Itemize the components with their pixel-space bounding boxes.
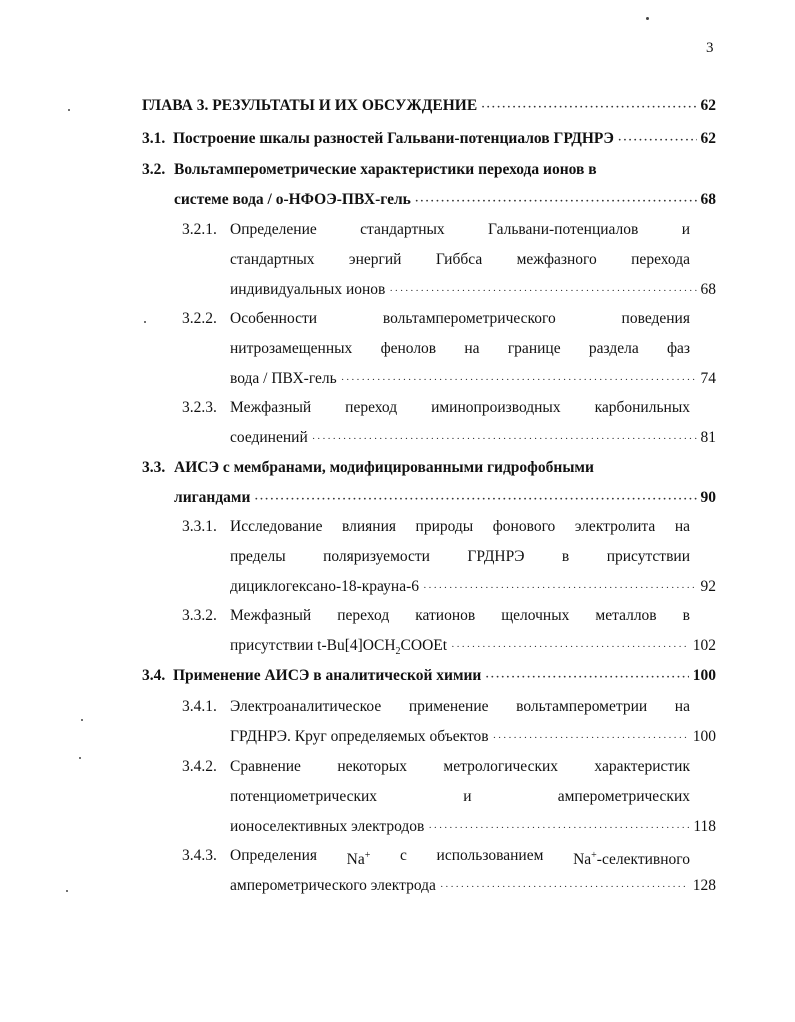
toc-subsection-3-2-1[interactable] xyxy=(182,215,716,305)
word: энергий xyxy=(348,251,402,268)
word: применение xyxy=(408,698,489,715)
formula-suffix: COOEt xyxy=(400,637,448,654)
subsection-page: 92 xyxy=(700,578,716,595)
scan-speck xyxy=(68,109,70,111)
word: потенциометрических xyxy=(230,788,378,805)
word: на xyxy=(674,518,690,535)
subsection-page: 102 xyxy=(692,637,716,654)
toc-subsection-3-2-3[interactable] xyxy=(182,393,716,453)
scan-speck xyxy=(646,17,649,20)
word: фонового xyxy=(492,518,556,535)
subsection-number: 3.4.3. xyxy=(182,847,217,864)
dot-leader xyxy=(415,186,697,216)
word: метрологических xyxy=(443,758,559,775)
toc-subsection-3-4-3[interactable] xyxy=(182,841,716,901)
toc-subsection-3-4-2[interactable] xyxy=(182,752,716,842)
dot-leader xyxy=(440,872,689,902)
word: некоторых xyxy=(337,758,408,775)
word: присутствии xyxy=(606,548,690,565)
word: Исследование xyxy=(230,518,323,535)
word: Определение xyxy=(230,221,317,238)
toc-section-3-1[interactable] xyxy=(142,124,716,154)
word: раздела xyxy=(588,340,639,357)
word: Na xyxy=(573,851,592,869)
subsection-page: 74 xyxy=(700,370,716,387)
word: границе xyxy=(507,340,561,357)
section-title: Применение АИСЭ в аналитической химии xyxy=(173,667,482,684)
subsection-page: 118 xyxy=(693,818,716,835)
word: перехода xyxy=(631,251,690,268)
dot-leader xyxy=(423,573,697,603)
scan-speck xyxy=(144,321,146,323)
word: вольтамперометрического xyxy=(382,310,556,327)
subsection-number: 3.2.1. xyxy=(182,221,217,238)
word: фаз xyxy=(666,340,690,357)
word: -селективного xyxy=(596,851,690,869)
toc-section-3-3[interactable] xyxy=(142,453,716,513)
toc-subsection-3-3-2[interactable] xyxy=(182,601,716,661)
word: амперометрических xyxy=(557,788,690,805)
dot-leader xyxy=(312,424,697,454)
dot-leader xyxy=(254,484,696,514)
section-page: 90 xyxy=(700,489,716,506)
subsection-number: 3.3.2. xyxy=(182,607,217,624)
section-title-line-2: системе вода / о-НФОЭ-ПВХ-гель xyxy=(174,191,411,208)
word: поведения xyxy=(621,310,690,327)
word: и xyxy=(463,788,472,805)
subsection-number: 3.2.3. xyxy=(182,399,217,416)
word: межфазного xyxy=(516,251,597,268)
subsection-page: 128 xyxy=(692,877,716,894)
word: стандартных xyxy=(360,221,445,238)
word: вольтамперометрии xyxy=(516,698,648,715)
subsection-title-line-3: дициклогексано-18-крауна-6 xyxy=(230,578,419,595)
word: переход xyxy=(337,607,390,624)
subsection-title-line-3: индивидуальных ионов xyxy=(230,281,386,298)
toc-section-3-4[interactable] xyxy=(142,661,716,691)
scan-speck xyxy=(79,757,81,759)
toc-chapter-3[interactable] xyxy=(142,91,716,121)
subsection-page: 68 xyxy=(700,281,716,298)
section-number: 3.2. xyxy=(142,161,166,178)
page-number: 3 xyxy=(706,40,714,56)
formula-prefix: присутствии t-Bu[4]OCH xyxy=(230,637,396,654)
word: в xyxy=(561,548,570,565)
section-page: 62 xyxy=(700,130,716,147)
subsection-title-line-2: амперометрического электрода xyxy=(230,877,436,894)
dot-leader xyxy=(493,723,689,753)
superscript: + xyxy=(591,850,597,861)
word: Гиббса xyxy=(435,251,483,268)
word: поляризуемости xyxy=(323,548,430,565)
word: карбонильных xyxy=(594,399,690,416)
word: Сравнение xyxy=(230,758,301,775)
word: иминопроизводных xyxy=(431,399,561,416)
scan-speck xyxy=(81,719,83,721)
word: ГРДНРЭ xyxy=(467,548,525,565)
chapter-page: 62 xyxy=(700,97,716,114)
word: переход xyxy=(345,399,398,416)
word: Межфазный xyxy=(230,607,312,624)
word: в xyxy=(682,607,690,624)
section-page: 68 xyxy=(700,191,716,208)
subsection-number: 3.3.1. xyxy=(182,518,217,535)
section-title-line-1: АИСЭ с мембранами, модифицированными гидрофобными xyxy=(174,459,594,476)
subsection-number: 3.4.2. xyxy=(182,758,217,775)
toc-subsection-3-4-1[interactable] xyxy=(182,692,716,752)
dot-leader xyxy=(481,92,696,122)
dot-leader xyxy=(341,365,697,395)
word: природы xyxy=(415,518,474,535)
subsection-number: 3.4.1. xyxy=(182,698,217,715)
toc-subsection-3-2-2[interactable] xyxy=(182,304,716,394)
dot-leader xyxy=(389,276,696,306)
section-title-line-2: лигандами xyxy=(174,489,251,506)
word: Определения xyxy=(230,847,318,864)
subsection-page: 81 xyxy=(700,429,716,446)
word: стандартных xyxy=(230,251,315,268)
toc-subsection-3-3-1[interactable] xyxy=(182,512,716,602)
subsection-page: 100 xyxy=(692,728,716,745)
section-title-line-1: Вольтамперометрические характеристики перехода ионов в xyxy=(174,161,597,178)
word: Na xyxy=(346,851,365,869)
subsection-title-line-3: ионоселективных электродов xyxy=(230,818,425,835)
section-title: Построение шкалы разностей Гальвани-потенциалов ГРДНРЭ xyxy=(173,130,614,147)
word: и xyxy=(681,221,690,238)
word: Межфазный xyxy=(230,399,312,416)
dot-leader xyxy=(428,813,689,843)
section-number: 3.3. xyxy=(142,459,166,476)
dot-leader xyxy=(451,632,689,662)
word: Гальвани-потенциалов xyxy=(488,221,639,238)
toc-section-3-2[interactable] xyxy=(142,155,716,215)
word: электролита xyxy=(574,518,656,535)
word: щелочных xyxy=(501,607,570,624)
dot-leader xyxy=(485,662,688,692)
subsection-title-line-3: вода / ПВХ-гель xyxy=(230,370,337,387)
word: влияния xyxy=(342,518,396,535)
word: Электроаналитическое xyxy=(230,698,382,715)
word: с xyxy=(400,847,407,864)
superscript: + xyxy=(364,850,371,861)
section-number: 3.1. xyxy=(142,130,166,147)
formula-subscript: 2 xyxy=(395,646,401,658)
word: на xyxy=(464,340,480,357)
word: использованием xyxy=(436,847,544,864)
subsection-title-line-2: соединений xyxy=(230,429,308,446)
word: фенолов xyxy=(380,340,437,357)
section-page: 100 xyxy=(692,667,716,684)
word: катионов xyxy=(415,607,476,624)
subsection-number: 3.2.2. xyxy=(182,310,217,327)
scan-speck xyxy=(66,890,68,892)
word: пределы xyxy=(230,548,286,565)
word: нитрозамещенных xyxy=(230,340,353,357)
word: на xyxy=(674,698,690,715)
chapter-title: ГЛАВА 3. РЕЗУЛЬТАТЫ И ИХ ОБСУЖДЕНИЕ xyxy=(142,97,478,114)
word: характеристик xyxy=(594,758,690,775)
word: металлов xyxy=(595,607,657,624)
subsection-title-line-2: ГРДНРЭ. Круг определяемых объектов xyxy=(230,728,489,745)
word: Особенности xyxy=(230,310,318,327)
dot-leader xyxy=(618,125,697,155)
section-number: 3.4. xyxy=(142,667,166,684)
